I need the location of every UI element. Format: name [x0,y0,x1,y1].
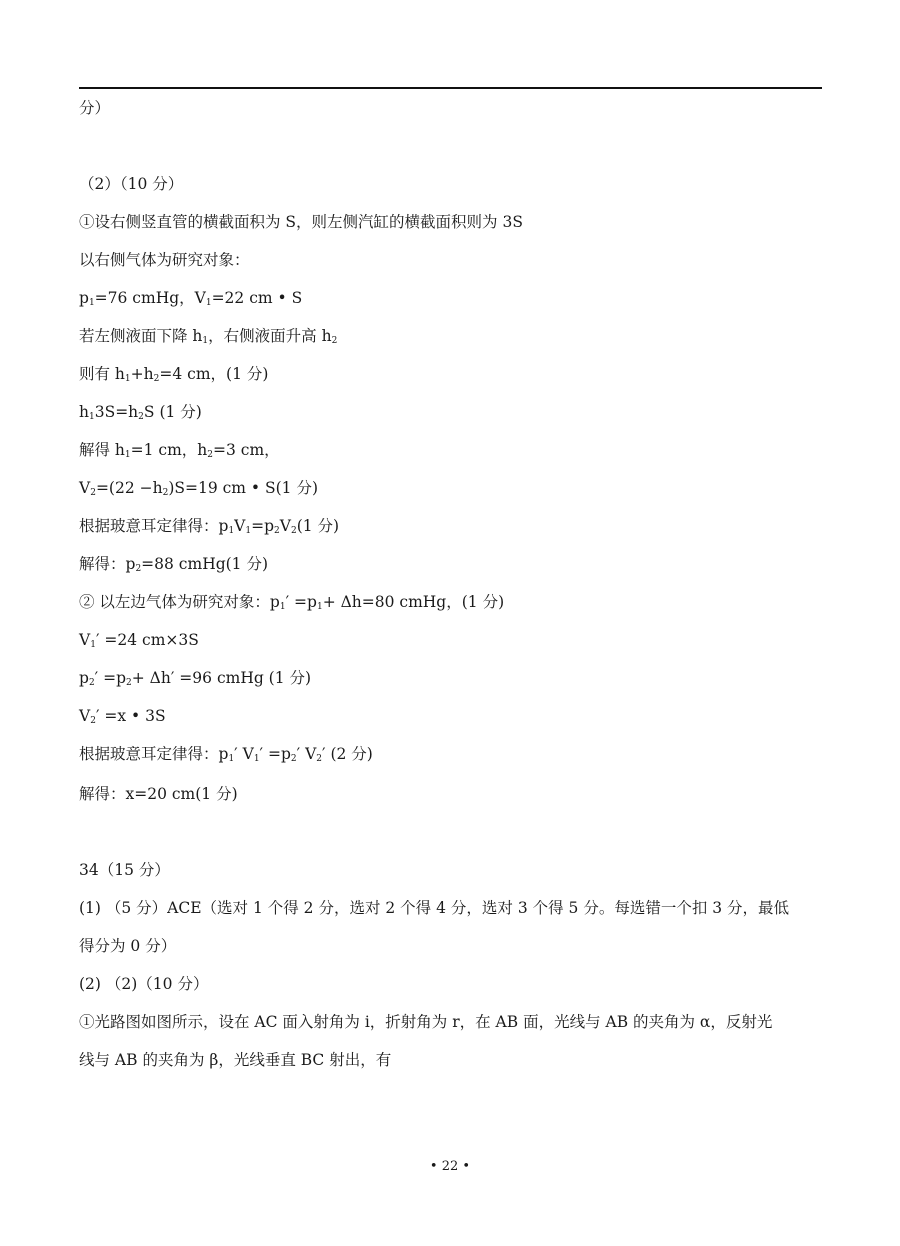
text-line: ①设右侧竖直管的横截面积为 S，则左侧汽缸的横截面积则为 3S [79,213,523,231]
equation-line: $V_2=(22 -h_2)S=19$ cm • S(1 分) [79,479,319,498]
equation-line: $p_2' =p_2+ \Delta h' =96$ cmHg (1 分) [79,669,312,688]
equation-line: 则有 $h_1+h_2=4$ cm，(1 分) [79,365,269,384]
equation-line: $h_13S=h_2S$ (1 分) [79,403,202,422]
equation-line: $V_2' =x$ • 3S [79,707,166,726]
equation-line: 根据玻意耳定律得：$p_1'$ $V_1' =p_2'$ $V_2'$ (2 分) [79,745,373,764]
equation-line: ② 以左边气体为研究对象：$p_1' =p_1+ \Delta h=80$ cmHg，(1 分) [79,593,505,612]
equation-line: $V_1' =24$ cm×3S [79,631,199,650]
text-line: (2) （2)（10 分） [79,975,209,993]
equation-line: 解得 $h_1=1$ cm，$h_2=3$ cm， [79,441,280,460]
equation-line: $p_1=76$ cmHg，$V_1=22$ cm • S [79,289,303,308]
section-heading: （2）（10 分） [79,175,184,193]
equation-line: 根据玻意耳定律得：$p_1V_1=p_2V_2(1$ 分) [79,517,340,536]
text-line: 得分为 0 分） [79,937,177,955]
text-line: 以右侧气体为研究对象： [79,251,250,269]
text-line: ①光路图如图所示，设在 AC 面入射角为 i，折射角为 r，在 AB 面，光线与 AB 的夹角为 α，反射光 [79,1013,773,1031]
text-line: 解得：x=20 cm(1 分) [79,785,238,803]
text-line: 若左侧液面下降 $h_1$，右侧液面升高 $h_2$ [79,327,338,346]
text-line: 线与 AB 的夹角为 β，光线垂直 BC 射出，有 [79,1051,392,1069]
equation-line: 解得：$p_2=88$ cmHg(1 分) [79,555,269,574]
text-line: (1) （5 分）ACE（选对 1 个得 2 分，选对 2 个得 4 分，选对 3 个得 5 分。每选错一个扣 3 分，最低 [79,899,790,917]
text-line: 分） [79,99,111,117]
page-number: • 22 • [429,1159,471,1174]
header-rule [79,87,822,89]
section-heading: 34（15 分） [79,861,170,879]
